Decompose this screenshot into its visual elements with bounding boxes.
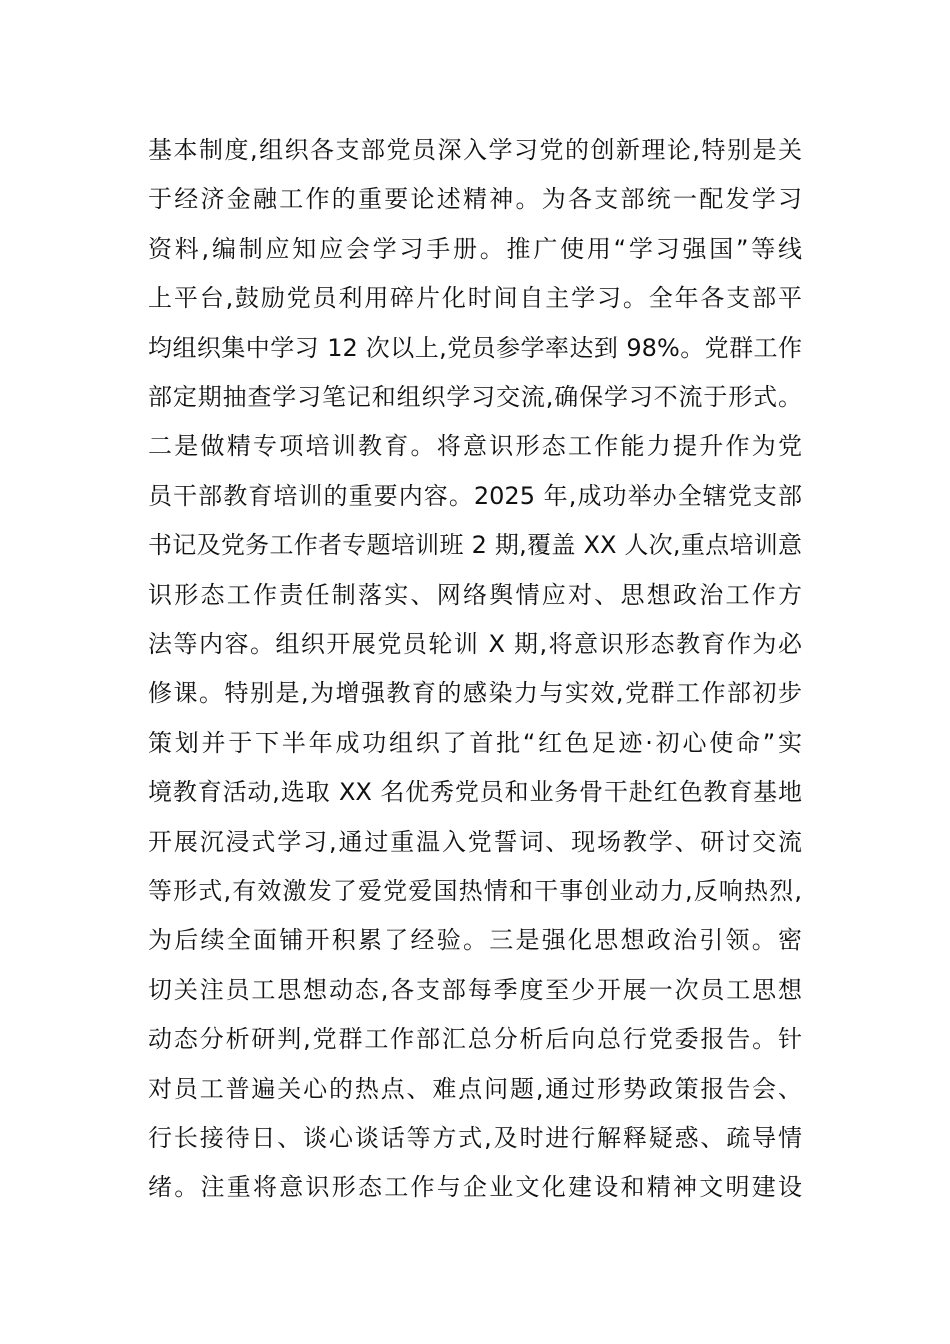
text-line: 部定期抽查学习笔记和组织学习交流,确保学习不流于形式。 bbox=[148, 383, 802, 411]
text-line: 切关注员工思想动态,各支部每季度至少开展一次员工思想 bbox=[148, 975, 802, 1004]
text-line: 动态分析研判,党群工作部汇总分析后向总行党委报告。针 bbox=[148, 1025, 802, 1054]
text-line: 为后续全面铺开积累了经验。三是强化思想政治引领。密 bbox=[148, 926, 802, 955]
text-line: 行长接待日、谈心谈话等方式,及时进行解释疑惑、疏导情 bbox=[148, 1124, 802, 1152]
text-line: 员干部教育培训的重要内容。2025 年,成功举办全辖党支部 bbox=[148, 481, 802, 510]
text-line: 修课。特别是,为增强教育的感染力与实效,党群工作部初步 bbox=[148, 679, 802, 708]
text-line: 境教育活动,选取 XX 名优秀党员和业务骨干赴红色教育基地 bbox=[148, 778, 802, 807]
text-line: 开展沉浸式学习,通过重温入党誓词、现场教学、研讨交流 bbox=[148, 827, 802, 856]
text-line: 均组织集中学习 12 次以上,党员参学率达到 98%。党群工作 bbox=[148, 333, 802, 362]
text-line: 于经济金融工作的重要论述精神。为各支部统一配发学习 bbox=[148, 185, 802, 214]
text-line: 绪。注重将意识形态工作与企业文化建设和精神文明建设 bbox=[148, 1173, 802, 1202]
text-line: 策划并于下半年成功组织了首批“红色足迹·初心使命”实 bbox=[148, 728, 802, 757]
text-line: 识形态工作责任制落实、网络舆情应对、思想政治工作方 bbox=[148, 580, 802, 609]
text-line: 二是做精专项培训教育。将意识形态工作能力提升作为党 bbox=[148, 432, 802, 461]
text-line: 上平台,鼓励党员利用碎片化时间自主学习。全年各支部平 bbox=[148, 284, 802, 313]
text-line: 等形式,有效激发了爱党爱国热情和干事创业动力,反响热烈, bbox=[148, 877, 802, 905]
text-line: 基本制度,组织各支部党员深入学习党的创新理论,特别是关 bbox=[148, 136, 802, 164]
text-line: 对员工普遍关心的热点、难点问题,通过形势政策报告会、 bbox=[148, 1074, 802, 1103]
text-line: 书记及党务工作者专题培训班 2 期,覆盖 XX 人次,重点培训意 bbox=[148, 531, 802, 560]
text-line: 资料,编制应知应会学习手册。推广使用“学习强国”等线 bbox=[148, 234, 802, 263]
text-line: 法等内容。组织开展党员轮训 X 期,将意识形态教育作为必 bbox=[148, 630, 802, 658]
